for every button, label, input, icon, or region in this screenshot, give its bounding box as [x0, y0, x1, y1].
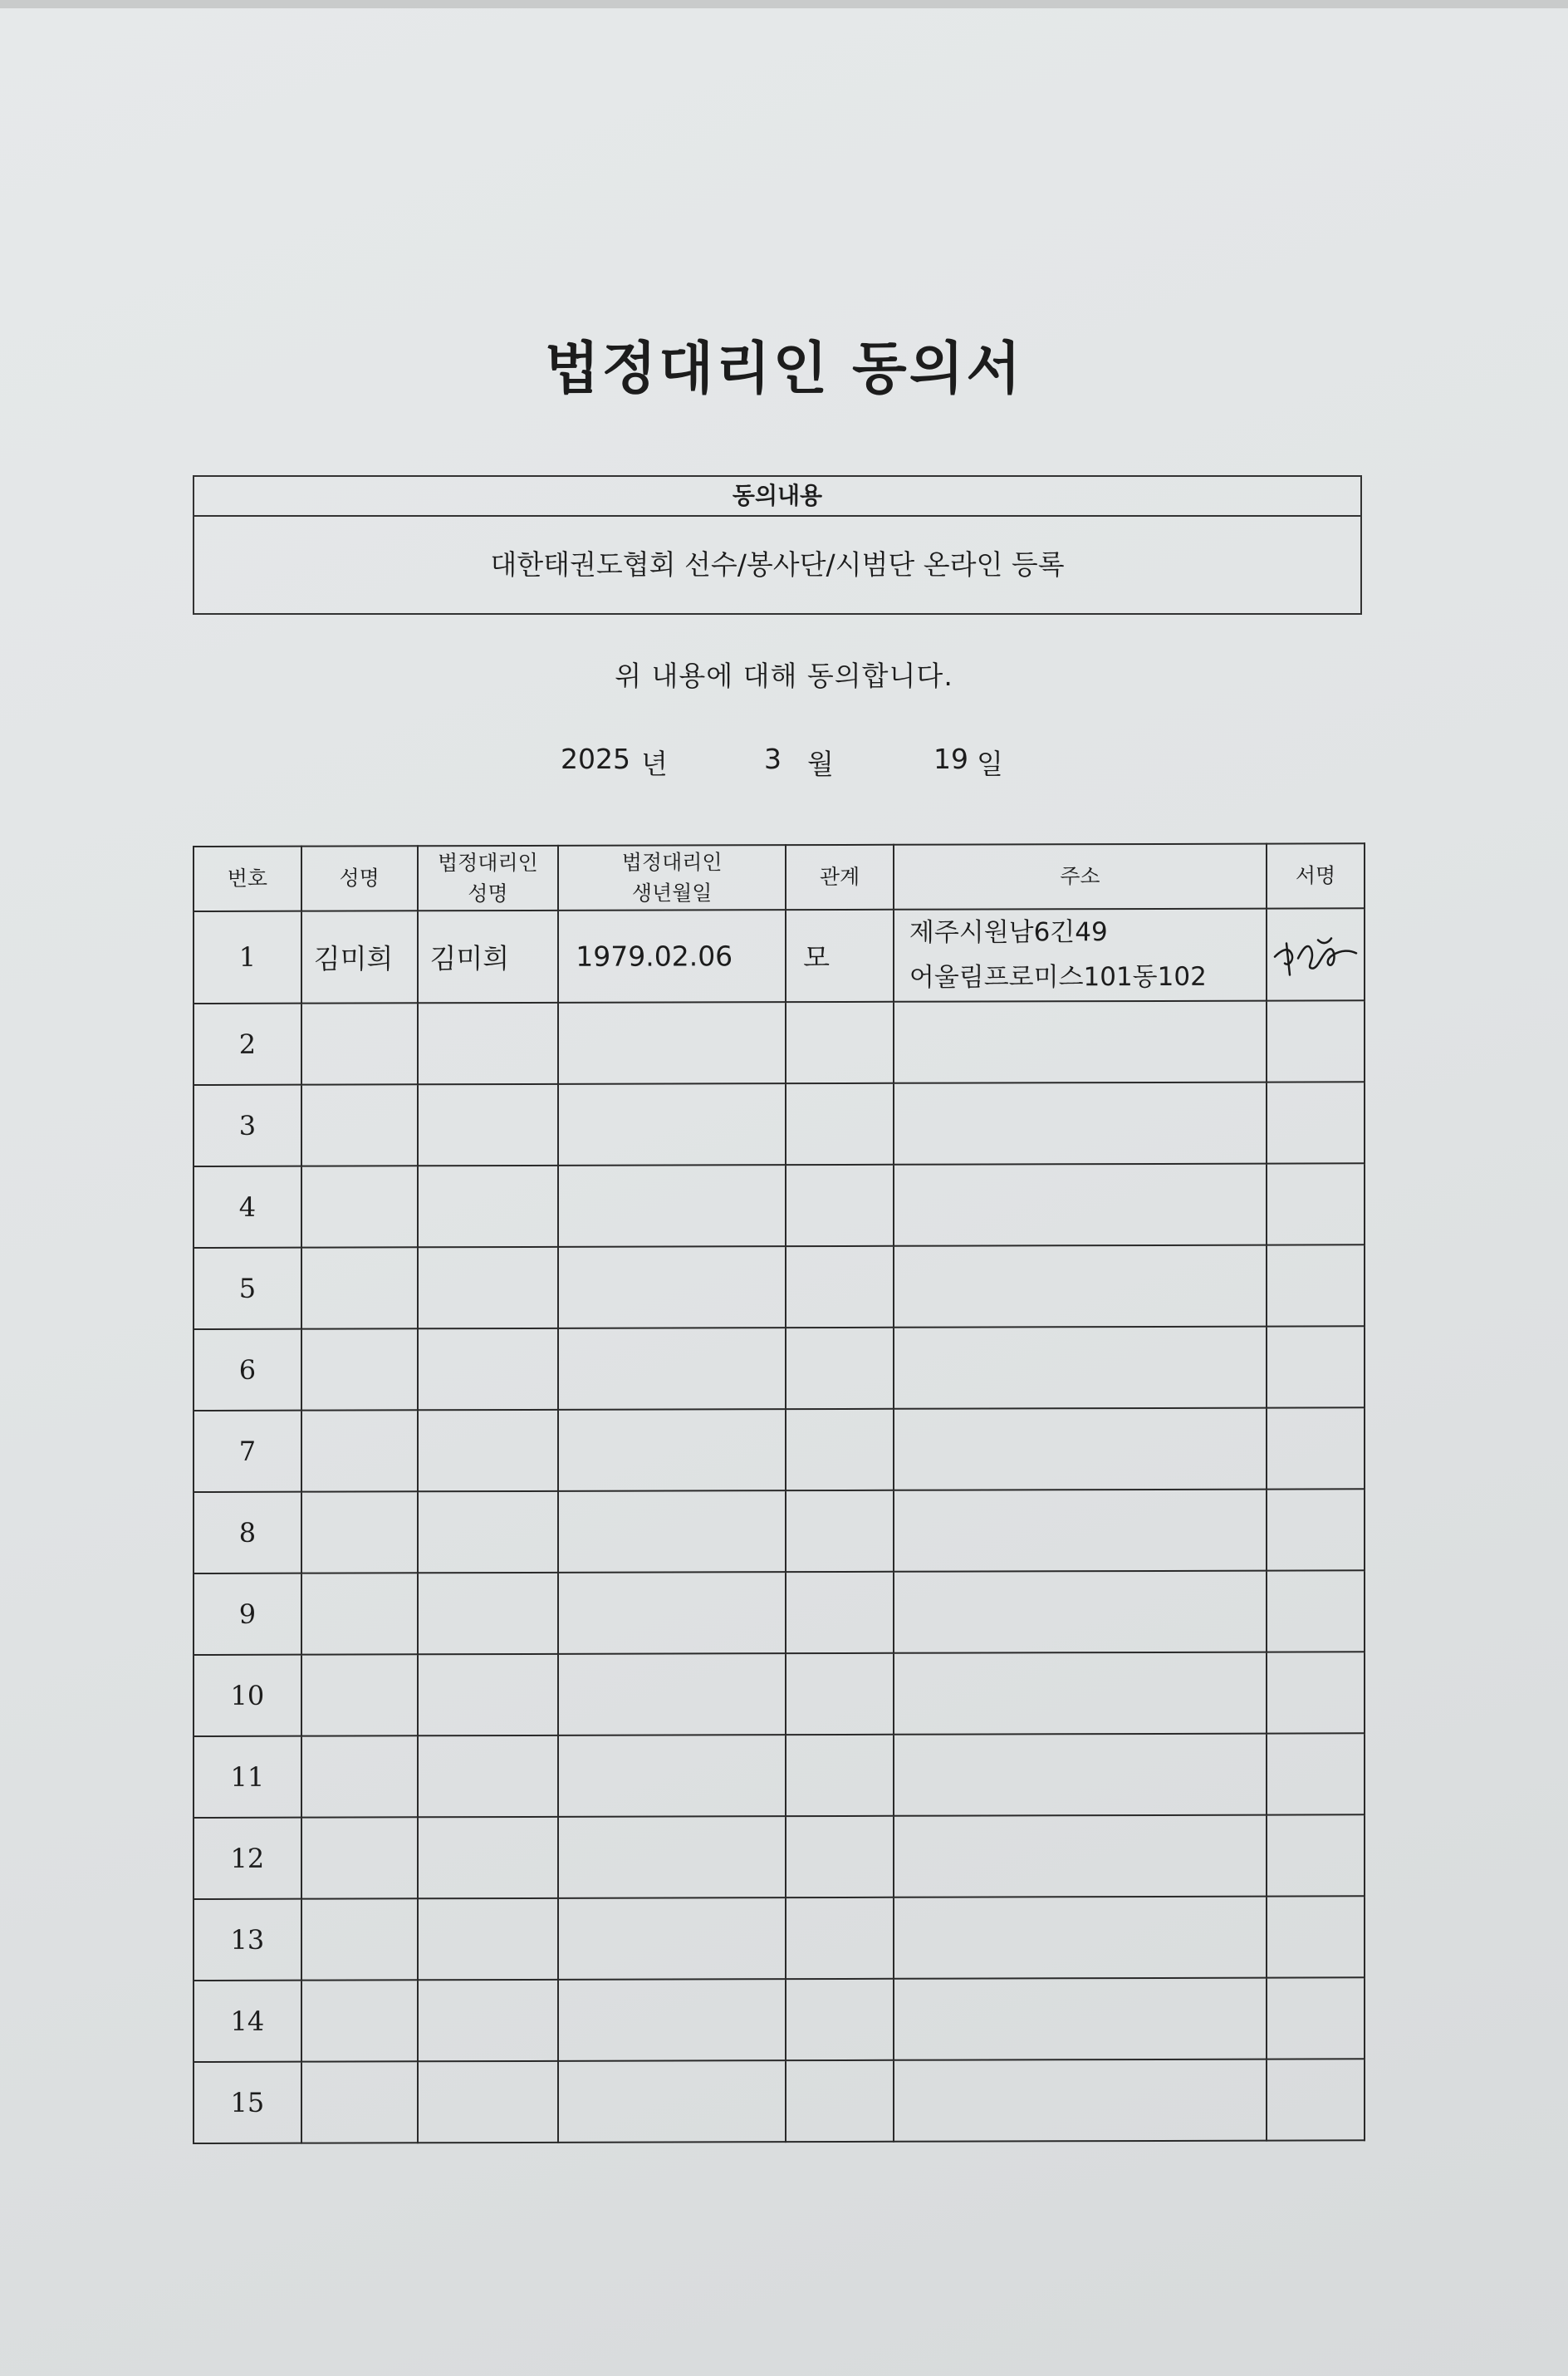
row-address [894, 1000, 1267, 1082]
row-guardian-name [418, 1979, 559, 2060]
row-guardian-name [418, 2060, 559, 2142]
row-signature [1267, 1407, 1365, 1489]
header-address: 주소 [894, 844, 1267, 910]
row-guardian-name [418, 1328, 559, 1409]
row-guardian-birth [558, 1002, 786, 1084]
row-name [301, 1491, 418, 1573]
row-guardian-name [418, 1246, 559, 1328]
row-number: 1 [194, 911, 301, 1004]
row-relation [786, 1164, 894, 1245]
row-signature [1267, 2059, 1365, 2140]
row-number: 13 [194, 1898, 301, 1980]
row-relation [786, 1490, 894, 1571]
row-address [894, 1326, 1267, 1408]
row-relation [786, 1897, 894, 1978]
row-number: 7 [194, 1410, 301, 1491]
row-signature [1267, 1814, 1365, 1896]
row-guardian-birth [558, 1328, 786, 1410]
date-month-unit: 월 [807, 748, 834, 780]
date-day-unit: 일 [977, 748, 1003, 780]
table-row [194, 2059, 1365, 2143]
table-row [194, 908, 1365, 1003]
table-row [194, 1000, 1365, 1085]
row-number: 8 [194, 1491, 301, 1573]
row-signature [1267, 1896, 1365, 1977]
row-signature [1267, 1082, 1365, 1163]
row-signature [1267, 1652, 1365, 1733]
row-guardian-birth [558, 1979, 786, 2061]
table-row [194, 1082, 1365, 1166]
row-guardian-birth [558, 1083, 786, 1166]
row-guardian-birth: 1979.02.06 [558, 910, 786, 1002]
header-relation: 관계 [786, 845, 894, 910]
row-relation [786, 1734, 894, 1815]
row-guardian-name [418, 1002, 559, 1083]
header-guardian-name: 법정대리인 성명 [418, 846, 559, 911]
header-guardian-birth: 법정대리인 생년월일 [558, 845, 786, 911]
row-signature [1267, 1977, 1365, 2059]
row-relation [786, 1327, 894, 1408]
row-number: 14 [194, 1980, 301, 2061]
table-row [194, 1489, 1365, 1573]
row-relation: 모 [786, 910, 894, 1002]
row-name [301, 1328, 418, 1410]
table-header-row [194, 843, 1365, 911]
row-signature [1267, 1163, 1365, 1244]
row-guardian-name [418, 1572, 559, 1653]
row-name [301, 1247, 418, 1328]
handwritten-signature [1270, 925, 1361, 984]
row-address [894, 1570, 1267, 1652]
header-name: 성명 [301, 846, 418, 911]
row-address [894, 1977, 1267, 2059]
row-number: 15 [194, 2061, 301, 2143]
row-name [301, 1735, 418, 1817]
row-signature [1267, 1489, 1365, 1570]
consent-header: 동의내용 [194, 477, 1360, 517]
row-address [894, 1082, 1267, 1164]
document-page [0, 8, 1568, 2376]
row-guardian-birth [558, 1735, 786, 1817]
address-line-2: 어울림프로미스101동102 [909, 962, 1207, 993]
row-signature [1267, 1733, 1365, 1814]
row-guardian-name [418, 1083, 559, 1165]
row-number: 12 [194, 1817, 301, 1898]
row-guardian-birth [558, 1572, 786, 1654]
guardian-table [193, 842, 1365, 2143]
row-relation [786, 1571, 894, 1652]
row-guardian-birth [558, 1816, 786, 1898]
date-year-unit: 년 [641, 748, 668, 780]
row-number: 2 [194, 1003, 301, 1084]
row-number: 6 [194, 1328, 301, 1410]
row-number: 4 [194, 1166, 301, 1247]
row-guardian-name [418, 1735, 559, 1816]
row-guardian-name [418, 1409, 559, 1490]
row-signature [1267, 908, 1365, 1000]
row-name [301, 1817, 418, 1898]
row-name [301, 1654, 418, 1735]
row-address [894, 1244, 1267, 1327]
table-row [194, 1896, 1365, 1981]
table-row [194, 1326, 1365, 1411]
row-name [301, 1166, 418, 1247]
row-address [894, 2059, 1267, 2141]
row-signature [1267, 1000, 1365, 1082]
row-name [301, 1084, 418, 1166]
row-relation [786, 1815, 894, 1897]
consent-box [193, 475, 1362, 615]
row-name: 김미희 [301, 911, 418, 1003]
row-guardian-name [418, 1653, 559, 1735]
table-row [194, 1407, 1365, 1492]
consent-content: 대한태권도협회 선수/봉사단/시범단 온라인 등록 [490, 548, 1065, 581]
row-number: 9 [194, 1573, 301, 1654]
row-name [301, 1898, 418, 1980]
row-name [301, 1980, 418, 2061]
table-row [194, 1977, 1365, 2062]
row-number: 11 [194, 1735, 301, 1817]
row-address [894, 1163, 1267, 1245]
document-title: 법정대리인 동의서 [544, 336, 1024, 402]
row-name [301, 1410, 418, 1491]
row-guardian-name [418, 1816, 559, 1897]
row-relation [786, 1652, 894, 1734]
row-guardian-name [418, 1165, 559, 1246]
row-address [894, 1652, 1267, 1734]
row-name [301, 1003, 418, 1084]
row-guardian-birth [558, 2060, 786, 2143]
row-relation [786, 2059, 894, 2141]
row-address [894, 1407, 1267, 1490]
row-relation [786, 1978, 894, 2059]
table-row [194, 1733, 1365, 1818]
row-address [894, 1896, 1267, 1978]
row-name [301, 2061, 418, 2143]
row-number: 5 [194, 1247, 301, 1328]
row-guardian-birth [558, 1653, 786, 1735]
table-row [194, 1570, 1365, 1655]
date-day: 19 [933, 743, 968, 775]
table-row [194, 1244, 1365, 1329]
row-address [894, 1814, 1267, 1897]
header-signature: 서명 [1267, 843, 1365, 908]
date-year: 2025 [561, 743, 630, 775]
row-guardian-birth [558, 1897, 786, 1980]
row-guardian-birth [558, 1490, 786, 1573]
row-relation [786, 1082, 894, 1164]
row-signature [1267, 1244, 1365, 1326]
row-guardian-birth [558, 1246, 786, 1328]
row-guardian-birth [558, 1165, 786, 1247]
row-signature [1267, 1570, 1365, 1652]
row-relation [786, 1001, 894, 1082]
header-number: 번호 [194, 847, 301, 911]
row-name [301, 1573, 418, 1654]
table-row [194, 1163, 1365, 1248]
row-guardian-name [418, 1897, 559, 1979]
table-row [194, 1814, 1365, 1899]
address-line-1: 제주시원남6긴49 [909, 917, 1108, 948]
agreement-statement: 위 내용에 대해 동의합니다. [615, 660, 953, 692]
row-address [894, 909, 1267, 1002]
row-address [894, 1489, 1267, 1571]
row-address [894, 1733, 1267, 1815]
row-guardian-name [418, 1490, 559, 1572]
row-guardian-birth [558, 1409, 786, 1491]
row-number: 10 [194, 1654, 301, 1735]
table-row [194, 1652, 1365, 1736]
date-month: 3 [764, 743, 782, 775]
row-signature [1267, 1326, 1365, 1407]
row-number: 3 [194, 1084, 301, 1166]
row-relation [786, 1245, 894, 1327]
row-guardian-name: 김미희 [418, 911, 559, 1003]
row-relation [786, 1408, 894, 1490]
